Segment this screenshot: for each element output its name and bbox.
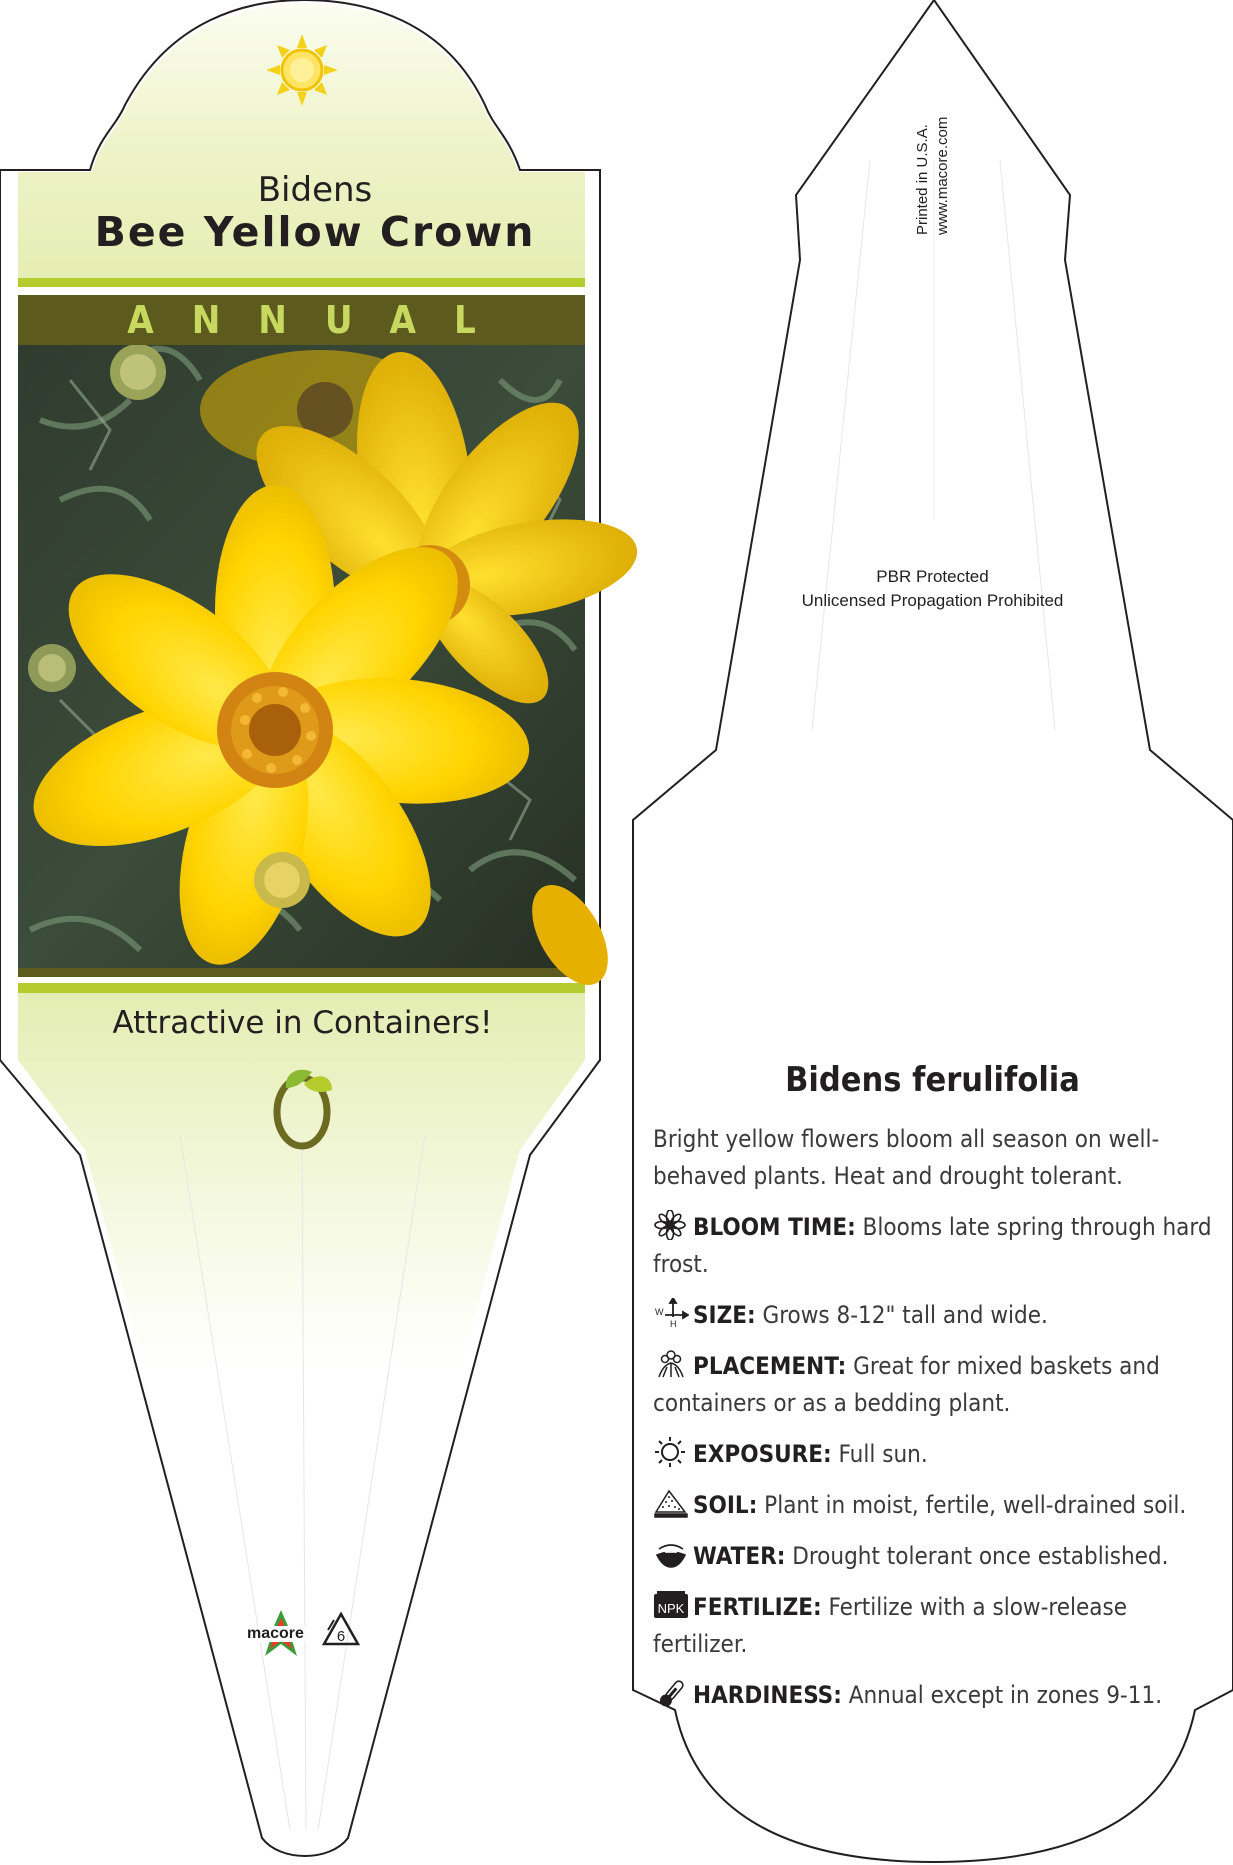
npk-icon-text: NPK xyxy=(657,1601,685,1616)
bloom-time-text: Blooms late spring through hard frost. xyxy=(653,1213,1212,1278)
pbr-line-2: Unlicensed Propagation Prohibited xyxy=(801,591,1064,610)
soil-label: SOIL: xyxy=(693,1491,758,1519)
hardiness-label: HARDINESS: xyxy=(693,1681,842,1709)
fertilize-text: Fertilize with a slow-release fertilizer. xyxy=(653,1593,1128,1658)
attribute-fertilize xyxy=(653,1589,1213,1663)
species-name: Bidens ferulifolia xyxy=(785,1060,1080,1100)
attribute-bloom-time xyxy=(653,1209,1213,1283)
attribute-hardiness xyxy=(653,1677,1213,1714)
attribute-soil xyxy=(653,1487,1213,1524)
attribute-placement xyxy=(653,1348,1213,1422)
placement-label: PLACEMENT: xyxy=(693,1352,847,1380)
pbr-notice xyxy=(700,565,1165,613)
attribute-size xyxy=(653,1297,1213,1334)
plant-genus: Bidens xyxy=(257,170,373,210)
size-icon xyxy=(653,1298,689,1326)
hardiness-text: Annual except in zones 9-11. xyxy=(841,1681,1163,1709)
water-label: WATER: xyxy=(693,1542,786,1570)
pbr-line-1: PBR Protected xyxy=(876,567,989,586)
description: Bright yellow flowers bloom all season on well-behaved plants. Heat and drought tolerant. xyxy=(653,1125,1160,1190)
npk-icon xyxy=(653,1590,689,1618)
website: www.macore.com xyxy=(934,116,951,235)
size-icon-width-letter: W xyxy=(655,1307,664,1317)
placement-text: Great for mixed baskets and containers or as a bedding plant. xyxy=(653,1352,1160,1417)
attribute-water xyxy=(653,1538,1213,1575)
bloom-time-label: BLOOM TIME: xyxy=(693,1213,856,1241)
placement-icon xyxy=(653,1349,689,1377)
soil-icon xyxy=(653,1488,689,1516)
size-text: Grows 8-12" tall and wide. xyxy=(755,1301,1048,1329)
exposure-sun-icon xyxy=(653,1437,689,1465)
thermometer-icon xyxy=(653,1678,689,1706)
watering-can-icon xyxy=(653,1539,689,1567)
printed-in: Printed in U.S.A. xyxy=(914,124,931,235)
water-text: Drought tolerant once established. xyxy=(785,1542,1169,1570)
exposure-label: EXPOSURE: xyxy=(693,1440,832,1468)
category-band xyxy=(18,295,585,345)
recycle-code: 6 xyxy=(336,1628,346,1645)
size-label: SIZE: xyxy=(693,1301,756,1329)
attribute-exposure xyxy=(653,1436,1213,1473)
flower-icon xyxy=(653,1210,689,1238)
brand-name: macore xyxy=(247,1625,304,1642)
fertilize-label: FERTILIZE: xyxy=(693,1593,822,1621)
exposure-text: Full sun. xyxy=(831,1440,928,1468)
tagline: Attractive in Containers! xyxy=(112,1005,493,1041)
category-label: ANNUAL xyxy=(127,298,514,342)
flower-photo xyxy=(14,344,644,998)
printed-info xyxy=(905,95,1065,245)
care-info xyxy=(653,1121,1213,1728)
soil-text: Plant in moist, fertile, well-drained soil. xyxy=(757,1491,1187,1519)
plant-cultivar-name: Bee Yellow Crown xyxy=(94,208,536,256)
recycle-icon xyxy=(320,1610,362,1650)
size-icon-height-letter: H xyxy=(670,1319,677,1328)
